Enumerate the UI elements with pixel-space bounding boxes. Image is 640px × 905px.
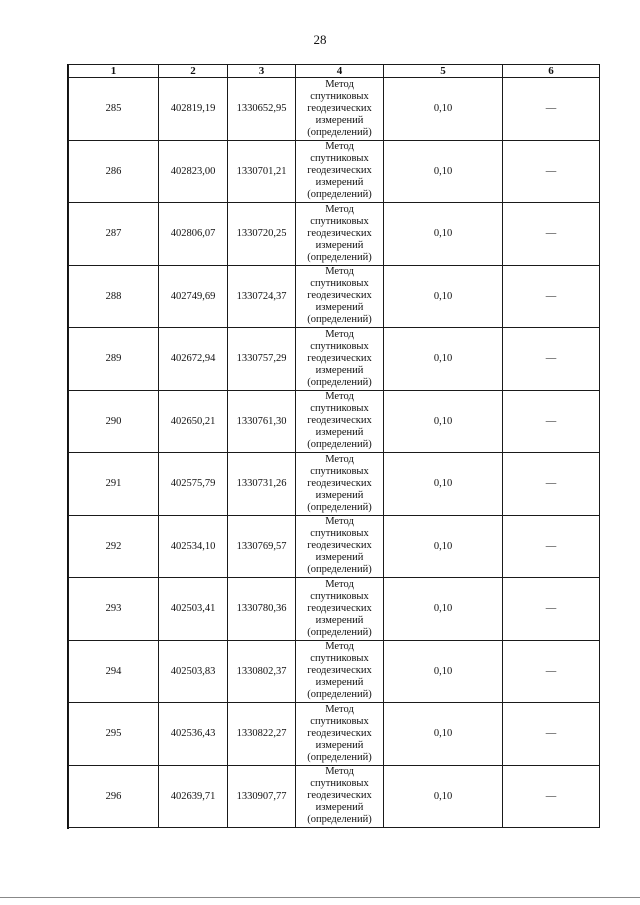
- method-text-line: измерений: [315, 677, 364, 689]
- accuracy-cell: 0,10: [384, 328, 503, 391]
- header-col-6: 6: [503, 65, 600, 78]
- table-row: [69, 203, 600, 266]
- method-cell: [296, 640, 384, 703]
- header-col-2: 2: [159, 65, 228, 78]
- table-row: [69, 515, 600, 578]
- method-text-line: (определений): [307, 314, 372, 326]
- description-cell: —: [503, 765, 600, 828]
- point-number-cell: 296: [69, 765, 159, 828]
- method-cell: [296, 203, 384, 266]
- coord-y-cell: 1330652,95: [228, 78, 296, 141]
- accuracy-cell: 0,10: [384, 140, 503, 203]
- coord-x-cell: 402749,69: [159, 265, 228, 328]
- method-text-line: спутниковых: [310, 340, 369, 352]
- coord-x-cell: 402503,41: [159, 578, 228, 641]
- coord-x-cell: 402819,19: [159, 78, 228, 141]
- table-header-row: [69, 65, 600, 78]
- method-text-line: Метод: [325, 578, 354, 590]
- point-number-cell: 285: [69, 78, 159, 141]
- accuracy-cell: 0,10: [384, 390, 503, 453]
- table-row: [69, 578, 600, 641]
- method-text-line: спутниковых: [310, 278, 369, 290]
- method-text-line: Метод: [325, 266, 354, 278]
- description-cell: —: [503, 640, 600, 703]
- method-text-line: (определений): [307, 189, 372, 201]
- method-text-line: геодезических: [307, 727, 372, 739]
- method-text-line: измерений: [315, 427, 364, 439]
- coord-x-cell: 402503,83: [159, 640, 228, 703]
- table-body: [69, 78, 600, 828]
- method-text-line: измерений: [315, 739, 364, 751]
- method-cell: [296, 765, 384, 828]
- method-cell: [296, 578, 384, 641]
- method-text-line: Метод: [325, 78, 354, 90]
- coord-x-cell: 402534,10: [159, 515, 228, 578]
- method-text-line: спутниковых: [310, 715, 369, 727]
- method-text-line: Метод: [325, 328, 354, 340]
- method-text-line: Метод: [325, 203, 354, 215]
- method-text-line: Метод: [325, 141, 354, 153]
- coord-x-cell: 402823,00: [159, 140, 228, 203]
- coord-x-cell: 402575,79: [159, 453, 228, 516]
- coord-x-cell: 402672,94: [159, 328, 228, 391]
- method-text-line: (определений): [307, 251, 372, 263]
- accuracy-cell: 0,10: [384, 765, 503, 828]
- page-number: 28: [313, 32, 327, 47]
- table-row: [69, 140, 600, 203]
- method-text-line: спутниковых: [310, 403, 369, 415]
- method-text-line: геодезических: [307, 540, 372, 552]
- method-cell: [296, 453, 384, 516]
- coord-y-cell: 1330907,77: [228, 765, 296, 828]
- coord-x-cell: 402639,71: [159, 765, 228, 828]
- method-text-line: (определений): [307, 501, 372, 513]
- description-cell: —: [503, 203, 600, 266]
- method-text-line: измерений: [315, 489, 364, 501]
- accuracy-cell: 0,10: [384, 640, 503, 703]
- method-text-line: измерений: [315, 614, 364, 626]
- method-cell: [296, 390, 384, 453]
- method-text-line: измерений: [315, 114, 364, 126]
- method-cell: [296, 703, 384, 766]
- coord-y-cell: 1330720,25: [228, 203, 296, 266]
- description-cell: —: [503, 328, 600, 391]
- description-cell: —: [503, 78, 600, 141]
- coord-y-cell: 1330769,57: [228, 515, 296, 578]
- method-text-line: спутниковых: [310, 215, 369, 227]
- method-text-line: спутниковых: [310, 590, 369, 602]
- method-cell: [296, 140, 384, 203]
- method-text-line: измерений: [315, 802, 364, 814]
- description-cell: —: [503, 515, 600, 578]
- point-number-cell: 293: [69, 578, 159, 641]
- point-number-cell: 295: [69, 703, 159, 766]
- description-cell: —: [503, 453, 600, 516]
- point-number-cell: 288: [69, 265, 159, 328]
- coord-x-cell: 402536,43: [159, 703, 228, 766]
- method-text-line: (определений): [307, 126, 372, 138]
- description-cell: —: [503, 265, 600, 328]
- method-text-line: (определений): [307, 751, 372, 763]
- table-row: [69, 703, 600, 766]
- coord-y-cell: 1330731,26: [228, 453, 296, 516]
- method-text-line: (определений): [307, 439, 372, 451]
- header-col-1: 1: [69, 65, 159, 78]
- method-text-line: геодезических: [307, 665, 372, 677]
- method-text-line: геодезических: [307, 352, 372, 364]
- accuracy-cell: 0,10: [384, 703, 503, 766]
- header-col-3: 3: [228, 65, 296, 78]
- point-number-cell: 291: [69, 453, 159, 516]
- method-text-line: геодезических: [307, 290, 372, 302]
- method-text-line: геодезических: [307, 477, 372, 489]
- method-cell: [296, 328, 384, 391]
- coord-y-cell: 1330802,37: [228, 640, 296, 703]
- description-cell: —: [503, 390, 600, 453]
- method-text-line: (определений): [307, 626, 372, 638]
- method-text-line: (определений): [307, 814, 372, 826]
- coordinates-table: [68, 64, 600, 828]
- method-text-line: Метод: [325, 516, 354, 528]
- description-cell: —: [503, 140, 600, 203]
- table-row: [69, 78, 600, 141]
- description-cell: —: [503, 703, 600, 766]
- method-text-line: Метод: [325, 703, 354, 715]
- point-number-cell: 294: [69, 640, 159, 703]
- method-text-line: измерений: [315, 239, 364, 251]
- method-text-line: (определений): [307, 376, 372, 388]
- method-text-line: спутниковых: [310, 90, 369, 102]
- accuracy-cell: 0,10: [384, 515, 503, 578]
- method-cell: [296, 265, 384, 328]
- coord-y-cell: 1330701,21: [228, 140, 296, 203]
- accuracy-cell: 0,10: [384, 453, 503, 516]
- method-text-line: (определений): [307, 564, 372, 576]
- method-text-line: геодезических: [307, 602, 372, 614]
- table-row: [69, 328, 600, 391]
- method-text-line: спутниковых: [310, 528, 369, 540]
- page-bottom-line: [0, 897, 640, 898]
- table-row: [69, 640, 600, 703]
- header-col-5: 5: [384, 65, 503, 78]
- method-text-line: геодезических: [307, 790, 372, 802]
- method-text-line: Метод: [325, 391, 354, 403]
- method-text-line: геодезических: [307, 415, 372, 427]
- method-text-line: геодезических: [307, 102, 372, 114]
- table-row: [69, 265, 600, 328]
- coord-y-cell: 1330761,30: [228, 390, 296, 453]
- table-row: [69, 765, 600, 828]
- point-number-cell: 289: [69, 328, 159, 391]
- coord-y-cell: 1330780,36: [228, 578, 296, 641]
- description-cell: —: [503, 578, 600, 641]
- accuracy-cell: 0,10: [384, 578, 503, 641]
- coord-y-cell: 1330757,29: [228, 328, 296, 391]
- method-text-line: геодезических: [307, 165, 372, 177]
- header-col-4: 4: [296, 65, 384, 78]
- accuracy-cell: 0,10: [384, 203, 503, 266]
- method-text-line: измерений: [315, 302, 364, 314]
- method-text-line: Метод: [325, 453, 354, 465]
- table-row: [69, 390, 600, 453]
- method-text-line: спутниковых: [310, 778, 369, 790]
- method-text-line: Метод: [325, 641, 354, 653]
- point-number-cell: 287: [69, 203, 159, 266]
- method-text-line: Метод: [325, 766, 354, 778]
- coord-x-cell: 402650,21: [159, 390, 228, 453]
- method-text-line: геодезических: [307, 227, 372, 239]
- coord-y-cell: 1330724,37: [228, 265, 296, 328]
- point-number-cell: 286: [69, 140, 159, 203]
- table-row: [69, 453, 600, 516]
- method-text-line: спутниковых: [310, 653, 369, 665]
- method-text-line: измерений: [315, 177, 364, 189]
- point-number-cell: 290: [69, 390, 159, 453]
- point-number-cell: 292: [69, 515, 159, 578]
- method-text-line: (определений): [307, 689, 372, 701]
- method-cell: [296, 78, 384, 141]
- method-cell: [296, 515, 384, 578]
- method-text-line: спутниковых: [310, 465, 369, 477]
- method-text-line: измерений: [315, 552, 364, 564]
- method-text-line: измерений: [315, 364, 364, 376]
- coord-y-cell: 1330822,27: [228, 703, 296, 766]
- accuracy-cell: 0,10: [384, 78, 503, 141]
- accuracy-cell: 0,10: [384, 265, 503, 328]
- method-text-line: спутниковых: [310, 153, 369, 165]
- coord-x-cell: 402806,07: [159, 203, 228, 266]
